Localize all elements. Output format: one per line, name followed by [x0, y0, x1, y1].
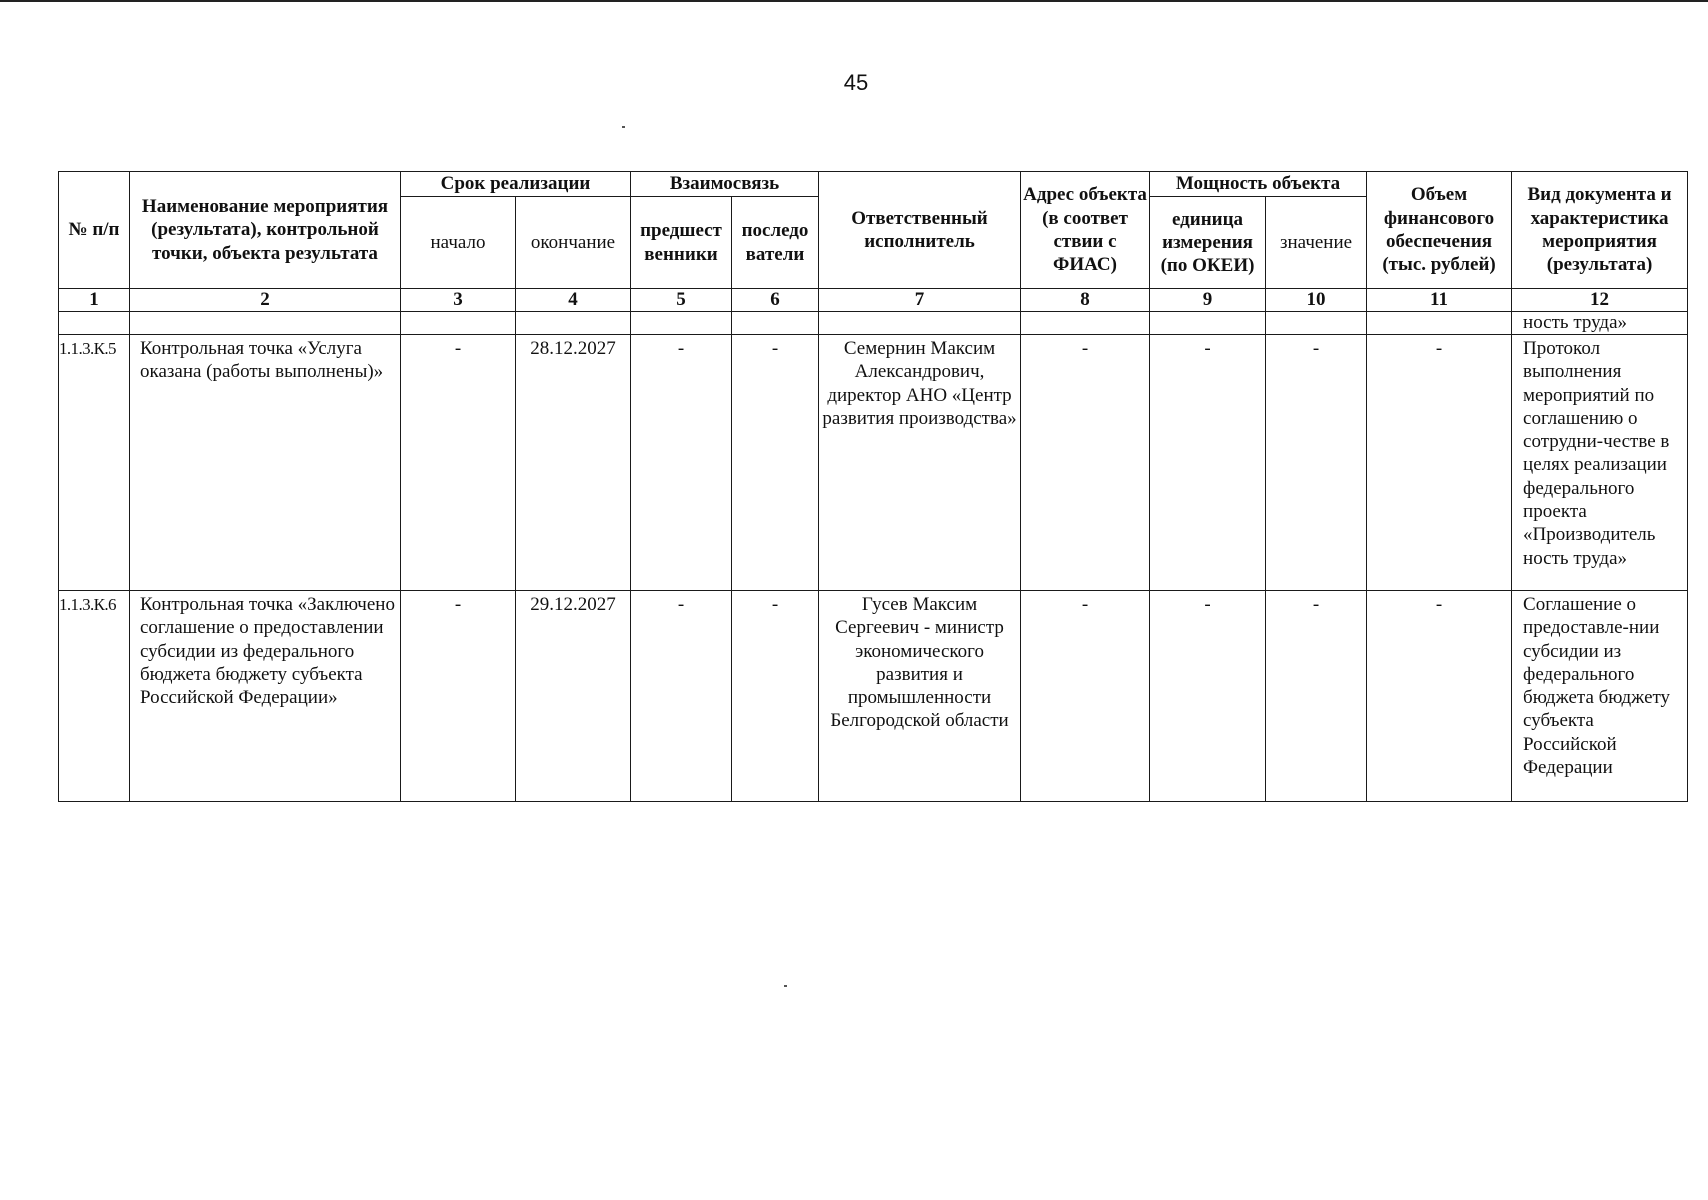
table-row — [59, 335, 1688, 591]
column-number: 11 — [1367, 289, 1512, 312]
empty-cell — [732, 312, 819, 335]
header-responsible: Ответственный исполнитель — [819, 172, 1021, 289]
row-number-cell: 1.1.3.К.6 — [59, 591, 130, 802]
column-number: 7 — [819, 289, 1021, 312]
row-successors-cell: - — [732, 591, 819, 802]
empty-cell — [1266, 312, 1367, 335]
row-end-cell: 29.12.2027 — [516, 591, 631, 802]
continuation-row — [59, 312, 1688, 335]
column-number: 9 — [1150, 289, 1266, 312]
row-responsible-cell: Гусев Максим Сергеевич - министр экономического развития и промышленности Белгородской области — [819, 591, 1021, 802]
top-border-line — [0, 0, 1708, 2]
row-start-cell: - — [401, 591, 516, 802]
header-row-top — [59, 172, 1688, 197]
scan-speck — [622, 126, 625, 128]
row-start-cell: - — [401, 335, 516, 591]
empty-cell — [516, 312, 631, 335]
header-end: окончание — [516, 197, 631, 289]
header-finance: Объем финансового обеспечения (тыс. рублей) — [1367, 172, 1512, 289]
empty-cell — [1021, 312, 1150, 335]
row-responsible-cell: Семернин Максим Александрович, директор АНО «Центр развития производства» — [819, 335, 1021, 591]
column-number: 12 — [1512, 289, 1688, 312]
column-number: 10 — [1266, 289, 1367, 312]
row-name-cell: Контрольная точка «Услуга оказана (работы выполнены)» — [130, 335, 401, 591]
row-end-cell: 28.12.2027 — [516, 335, 631, 591]
header-doc-type: Вид документа и характеристика мероприятия (результата) — [1512, 172, 1688, 289]
row-unit-cell: - — [1150, 335, 1266, 591]
header-num: № п/п — [59, 172, 130, 289]
row-unit-cell: - — [1150, 591, 1266, 802]
empty-cell — [401, 312, 516, 335]
plan-table — [58, 171, 1688, 802]
empty-cell — [59, 312, 130, 335]
header-start: начало — [401, 197, 516, 289]
table-row — [59, 591, 1688, 802]
empty-cell — [130, 312, 401, 335]
row-predecessors-cell: - — [631, 335, 732, 591]
empty-cell — [1150, 312, 1266, 335]
row-doc-cell: Протокол выполнения мероприятий по соглашению о сотрудни-честве в целях реализации федерального проекта «Производитель ность труда» — [1512, 335, 1688, 591]
header-relation: Взаимосвязь — [631, 172, 819, 197]
page-number: 45 — [843, 70, 869, 95]
empty-cell — [819, 312, 1021, 335]
header-value: значение — [1266, 197, 1367, 289]
empty-cell — [1367, 312, 1512, 335]
column-number: 4 — [516, 289, 631, 312]
row-name-cell: Контрольная точка «Заключено соглашение о предоставлении субсидии из федерального бюджета бюджету субъекта Российской Федерации» — [130, 591, 401, 802]
column-number: 2 — [130, 289, 401, 312]
column-number: 5 — [631, 289, 732, 312]
row-finance-cell: - — [1367, 335, 1512, 591]
header-predecessors: предшест венники — [631, 197, 732, 289]
row-successors-cell: - — [732, 335, 819, 591]
header-name: Наименование мероприятия (результата), контрольной точки, объекта результата — [130, 172, 401, 289]
column-number: 8 — [1021, 289, 1150, 312]
column-number: 1 — [59, 289, 130, 312]
header-period: Срок реализации — [401, 172, 631, 197]
row-address-cell: - — [1021, 591, 1150, 802]
column-number: 6 — [732, 289, 819, 312]
scan-speck — [784, 985, 787, 987]
row-predecessors-cell: - — [631, 591, 732, 802]
header-address: Адрес объекта (в соответ ствии с ФИАС) — [1021, 172, 1150, 289]
continuation-doc-cell: ность труда» — [1512, 312, 1688, 335]
column-number-row — [59, 289, 1688, 312]
empty-cell — [631, 312, 732, 335]
header-capacity: Мощность объекта — [1150, 172, 1367, 197]
row-value-cell: - — [1266, 591, 1367, 802]
row-number-cell: 1.1.3.К.5 — [59, 335, 130, 591]
header-unit: единица измерения (по ОКЕИ) — [1150, 197, 1266, 289]
row-finance-cell: - — [1367, 591, 1512, 802]
row-doc-cell: Соглашение о предоставле-нии субсидии из федерального бюджета бюджету субъекта Российской Федерации — [1512, 591, 1688, 802]
column-number: 3 — [401, 289, 516, 312]
row-value-cell: - — [1266, 335, 1367, 591]
header-successors: последо ватели — [732, 197, 819, 289]
row-address-cell: - — [1021, 335, 1150, 591]
